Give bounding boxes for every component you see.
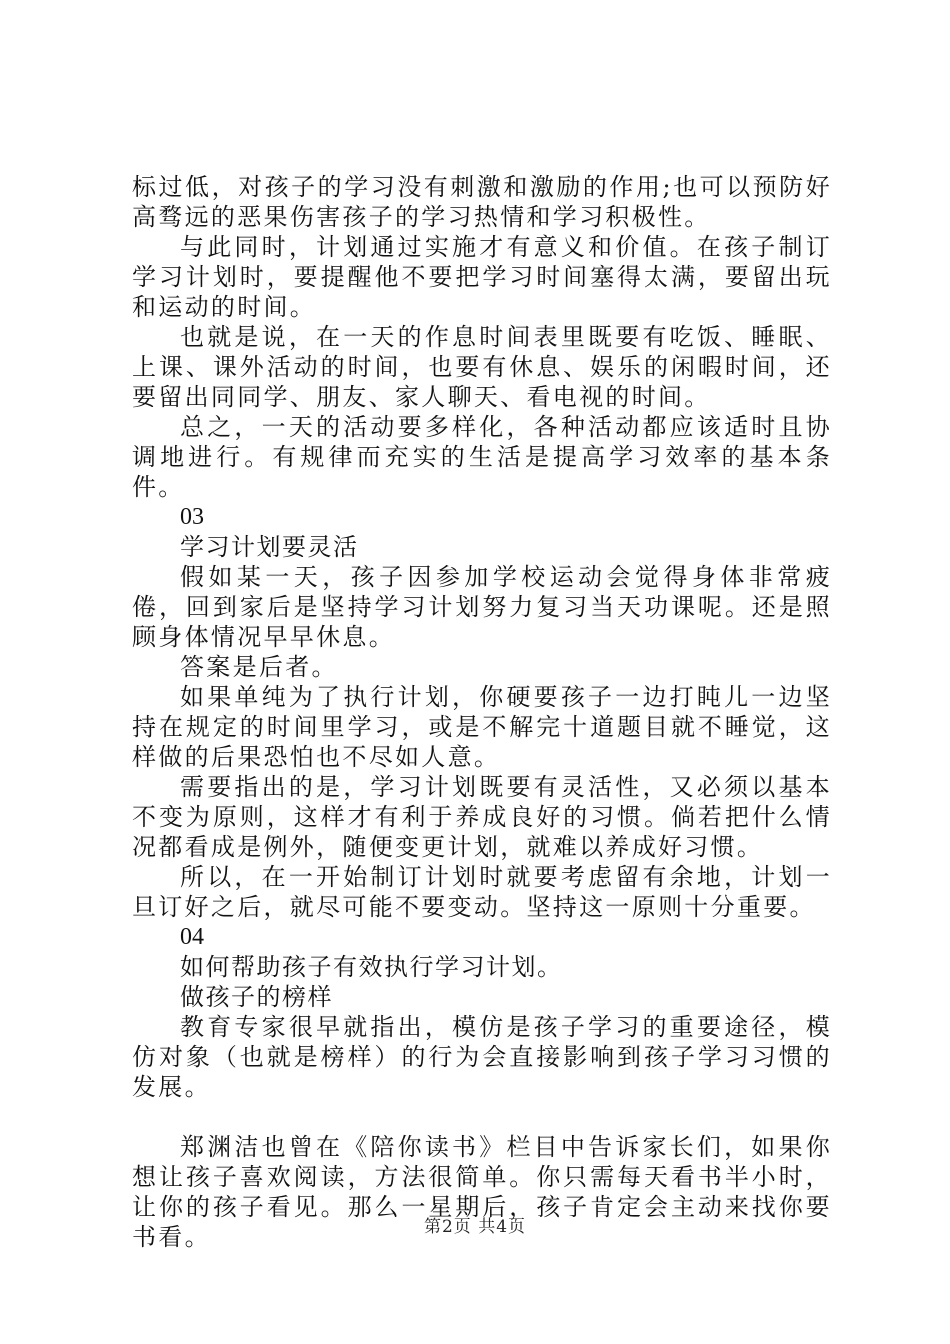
page-footer: 第2页 共4页	[423, 1217, 527, 1237]
paragraph: 如果单纯为了执行计划，你硬要孩子一边打盹儿一边坚持在规定的时间里学习，或是不解完十道题目就不睡觉，这样做的后果恐怕也不尽如人意。	[132, 683, 832, 771]
paragraph: 郑渊洁也曾在《陪你读书》栏目中告诉家长们，如果你想让孩子喜欢阅读，方法很简单。你只需每天看书半小时，让你的孩子看见。那么一星期后，孩子肯定会主动来找你要书看。	[132, 1133, 832, 1251]
section-number: 04	[180, 924, 204, 950]
document-body	[132, 172, 832, 1252]
paragraph: 需要指出的是，学习计划既要有灵活性，又必须以基本不变为原则，这样才有利于养成良好的习惯。倘若把什么情况都看成是例外，随便变更计划，就难以养成好习惯。	[132, 773, 832, 861]
sub-heading: 做孩子的榜样	[180, 983, 333, 1011]
paragraph: 教育专家很早就指出，模仿是孩子学习的重要途径，模仿对象（也就是榜样）的行为会直接影响到孩子学习习惯的发展。	[132, 1013, 832, 1101]
section-heading: 如何帮助孩子有效执行学习计划。	[180, 953, 563, 981]
section-heading: 学习计划要灵活	[180, 533, 359, 561]
paragraph: 假如某一天，孩子因参加学校运动会觉得身体非常疲倦，回到家后是坚持学习计划努力复习当天功课呢。还是照顾身体情况早早休息。	[132, 563, 832, 651]
paragraph: 所以，在一开始制订计划时就要考虑留有余地，计划一旦订好之后，就尽可能不要变动。坚持这一原则十分重要。	[132, 863, 832, 921]
blank-line	[132, 1102, 832, 1132]
paragraph: 总之，一天的活动要多样化，各种活动都应该适时且协调地进行。有规律而充实的生活是提高学习效率的基本条件。	[132, 413, 832, 501]
paragraph-continued: 标过低，对孩子的学习没有刺激和激励的作用;也可以预防好高骛远的恶果伤害孩子的学习热情和学习积极性。	[132, 173, 832, 231]
paragraph: 也就是说，在一天的作息时间表里既要有吃饭、睡眠、上课、课外活动的时间，也要有休息、娱乐的闲暇时间，还要留出同同学、朋友、家人聊天、看电视的时间。	[132, 323, 832, 411]
section-number: 03	[180, 504, 204, 530]
paragraph: 与此同时，计划通过实施才有意义和价值。在孩子制订学习计划时，要提醒他不要把学习时间塞得太满，要留出玩和运动的时间。	[132, 233, 832, 321]
paragraph: 答案是后者。	[180, 653, 338, 681]
